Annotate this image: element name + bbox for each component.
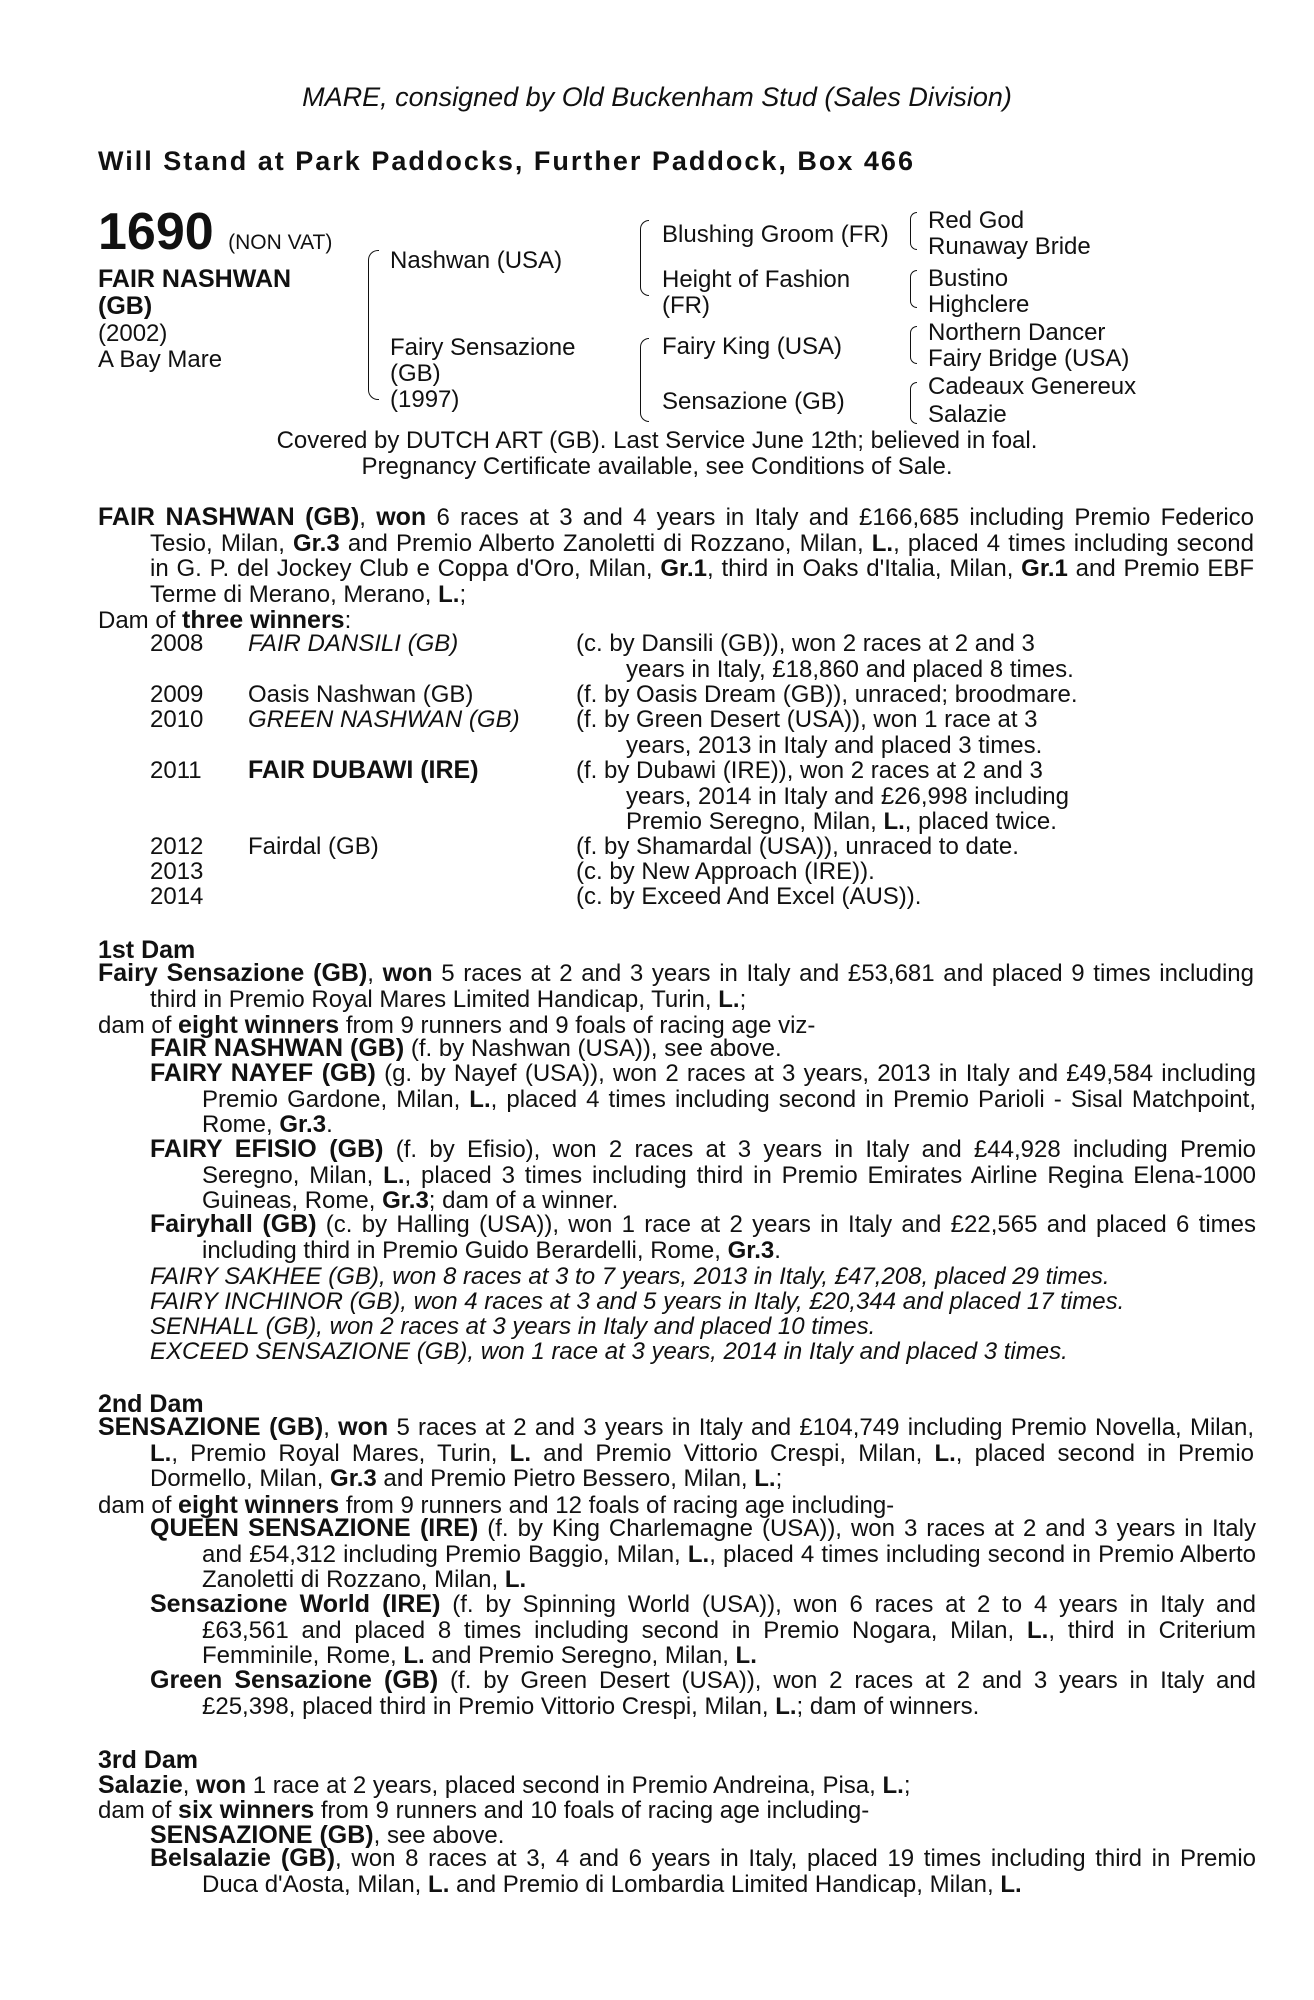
third-dam-heading: 3rd Dam (98, 1746, 199, 1774)
produce-detail-line: Premio Seregno, Milan, L., placed twice. (626, 808, 1057, 835)
first-dam-runner-1: FAIR NASHWAN (GB) (f. by Nashwan (USA)), see above. (150, 1034, 782, 1062)
foaling-year: (2002) (98, 320, 168, 347)
produce-details (576, 884, 921, 910)
produce-year: 2012 (150, 833, 204, 860)
pedigree-sire-dam-line2: (FR) (662, 292, 710, 319)
produce-year: 2011 (150, 757, 202, 784)
pedigree-dsd: Fairy Bridge (USA) (928, 345, 1130, 372)
produce-details (576, 707, 1042, 758)
lot-number-value: 1690 (98, 203, 214, 261)
second-dam-runner-3: Green Sensazione (GB) (f. by Green Desert (USA)), won 2 races at 2 and 3 years in Italy and £25,398, placed third in Premio Vittorio Crespi, Milan, L.; dam of winners. (150, 1666, 1256, 1720)
pedigree-sdd: Highclere (928, 291, 1030, 318)
produce-year: 2009 (150, 681, 204, 708)
third-dam-record: Salazie, won 1 race at 2 years, placed second in Premio Andreina, Pisa, L.; (98, 1771, 911, 1799)
produce-year: 2008 (150, 630, 204, 657)
produce-detail-line: (c. by Exceed And Excel (AUS)). (576, 883, 922, 910)
second-dam-produce-summary: dam of eight winners from 9 runners and 12 foals of racing age including- (98, 1491, 895, 1519)
pedigree-sire-sire: Blushing Groom (FR) (662, 221, 889, 248)
produce-name: GREEN NASHWAN (GB) (248, 706, 520, 733)
pedigree-dam-line3: (1997) (390, 386, 460, 413)
lot-number (98, 203, 333, 269)
horse-name-line1: FAIR NASHWAN (98, 265, 292, 293)
produce-detail-line: years, 2014 in Italy and £26,998 including (626, 782, 1069, 810)
pedigree-sss: Red God (928, 207, 1025, 234)
first-dam-runner-5: FAIRY SAKHEE (GB), won 8 races at 3 to 7 years, 2013 in Italy, £47,208, placed 29 times. (150, 1263, 1110, 1290)
gg-brace-1 (910, 212, 917, 250)
catalogue-heading: MARE, consigned by Old Buckenham Stud (Sales Division) (302, 82, 1012, 112)
produce-details (576, 859, 875, 885)
produce-detail-line: (f. by Shamardal (USA)), unraced to date. (576, 833, 1019, 860)
produce-name: FAIR DUBAWI (IRE) (248, 756, 479, 784)
third-dam-produce-summary: dam of six winners from 9 runners and 10 foals of racing age including- (98, 1796, 870, 1824)
pedigree-dam-sire: Fairy King (USA) (662, 333, 843, 360)
produce-details (576, 834, 1019, 860)
first-dam-produce-summary: dam of eight winners from 9 runners and 9 foals of racing age viz- (98, 1011, 816, 1039)
horse-name (98, 266, 291, 320)
sire-dam-brace (368, 250, 379, 400)
vat-status: (NON VAT) (228, 231, 333, 254)
produce-year: 2010 (150, 706, 204, 733)
pedigree-sds: Bustino (928, 265, 1009, 292)
first-dam-heading: 1st Dam (98, 936, 196, 964)
horse-name-line2: (GB) (98, 292, 153, 320)
horse-description: A Bay Mare (98, 346, 223, 373)
pedigree-dam-dam: Sensazione (GB) (662, 388, 845, 415)
produce-details (576, 758, 1069, 835)
second-dam-runner-2: Sensazione World (IRE) (f. by Spinning World (USA)), won 6 races at 2 to 4 years in Italy and £63,561 and placed 8 times including second in Premio Nogara, Milan, L., third in Criterium Femminile, Rome, L. and Premio Seregno, Milan, L. (150, 1590, 1257, 1669)
sire-parents-brace (640, 220, 649, 296)
pedigree-sire: Nashwan (USA) (390, 247, 563, 274)
gg-brace-2 (910, 270, 917, 308)
produce-detail-line: (f. by Dubawi (IRE)), won 2 races at 2 and 3 (576, 757, 1043, 784)
pedigree-sire-dam-line1: Height of Fashion (662, 266, 851, 293)
mare-name: FAIR NASHWAN (GB) (98, 503, 360, 531)
pedigree-ddd: Salazie (928, 401, 1007, 428)
first-dam-runner-4: Fairyhall (GB) (c. by Halling (USA)), won 1 race at 2 years in Italy and £22,565 and placed 6 times including third in Premio Guido Berardelli, Rome, Gr.3. (150, 1210, 1256, 1264)
produce-detail-line: years in Italy, £18,860 and placed 8 times. (626, 655, 1074, 683)
produce-year: 2013 (150, 858, 204, 885)
first-dam-record: Fairy Sensazione (GB), won 5 races at 2 and 3 years in Italy and £53,681 and placed 9 times including third in Premio Royal Mares Limited Handicap, Turin, L.; (98, 959, 1254, 1013)
second-dam-heading: 2nd Dam (98, 1390, 204, 1418)
gg-brace-3 (910, 326, 917, 364)
produce-year: 2014 (150, 883, 204, 910)
second-dam-record: SENSAZIONE (GB), won 5 races at 2 and 3 years in Italy and £104,749 including Premio Novella, Milan, L., Premio Royal Mares, Turin, L. and Premio Vittorio Crespi, Milan, L., placed second in Premio Dormello, Milan, Gr.3 and Premio Pietro Bessero, Milan, L.; (98, 1413, 1255, 1492)
dam-parents-brace (640, 338, 649, 422)
produce-name: FAIR DANSILI (GB) (248, 630, 459, 657)
produce-detail-line: (f. by Green Desert (USA)), won 1 race at 3 (576, 706, 1038, 733)
first-dam-runner-8: EXCEED SENSAZIONE (GB), won 1 race at 3 years, 2014 in Italy and placed 3 times. (150, 1338, 1068, 1365)
pedigree-dam-line1: Fairy Sensazione (390, 334, 576, 361)
pedigree-dam-line2: (GB) (390, 360, 441, 387)
covered-by: Covered by DUTCH ART (GB). Last Service June 12th; believed in foal. (276, 427, 1038, 454)
first-dam-runner-6: FAIRY INCHINOR (GB), won 4 races at 3 and 5 years in Italy, £20,344 and placed 17 times. (150, 1288, 1125, 1315)
pedigree-dds: Cadeaux Genereux (928, 373, 1137, 400)
pregnancy-certificate: Pregnancy Certificate available, see Conditions of Sale. (361, 453, 953, 480)
third-dam-runner-1: SENSAZIONE (GB), see above. (150, 1821, 505, 1849)
second-dam-runner-1: QUEEN SENSAZIONE (IRE) (f. by King Charlemagne (USA)), won 3 races at 2 and 3 years in Italy and £54,312 including Premio Baggio, Milan, L., placed 4 times including second in Premio Alberto Zanoletti di Rozzano, Milan, L. (150, 1514, 1256, 1593)
produce-details (576, 682, 1078, 708)
produce-detail-line: (c. by Dansili (GB)), won 2 races at 2 and 3 (576, 630, 1035, 657)
produce-name: Fairdal (GB) (248, 833, 379, 860)
first-dam-runner-7: SENHALL (GB), won 2 races at 3 years in Italy and placed 10 times. (150, 1313, 876, 1340)
first-dam-runner-3: FAIRY EFISIO (GB) (f. by Efisio), won 2 races at 3 years in Italy and £44,928 including Premio Seregno, Milan, L., placed 3 times including third in Premio Emirates Airline Regina Elena-1000 Guineas, Rome, Gr.3; dam of a winner. (150, 1135, 1257, 1214)
produce-detail-line: (c. by New Approach (IRE)). (576, 858, 875, 885)
mare-race-record: FAIR NASHWAN (GB), won 6 races at 3 and 4 years in Italy and £166,685 including Premio Federico Tesio, Milan, Gr.3 and Premio Alberto Zanoletti di Rozzano, Milan, L., placed 4 times including second in G. P. del Jockey Club e Coppa d'Oro, Milan, Gr.1, third in Oaks d'Italia, Milan, Gr.1 and Premio EBF Terme di Merano, Merano, L.; (98, 503, 1255, 608)
dam-of-winners: Dam of three winners: (98, 606, 352, 634)
produce-details (576, 631, 1074, 682)
stand-location: Will Stand at Park Paddocks, Further Paddock, Box 466 (98, 146, 915, 176)
third-dam-runner-2: Belsalazie (GB), won 8 races at 3, 4 and 6 years in Italy, placed 19 times including third in Premio Duca d'Aosta, Milan, L. and Premio di Lombardia Limited Handicap, Milan, L. (150, 1844, 1256, 1898)
pedigree-dss: Northern Dancer (928, 319, 1106, 346)
pedigree-ssd: Runaway Bride (928, 233, 1091, 260)
gg-brace-4 (910, 382, 917, 424)
produce-name: Oasis Nashwan (GB) (248, 681, 474, 708)
produce-detail-line: (f. by Oasis Dream (GB)), unraced; broodmare. (576, 681, 1078, 708)
first-dam-runner-2: FAIRY NAYEF (GB) (g. by Nayef (USA)), won 2 races at 3 years, 2013 in Italy and £49,584 including Premio Gardone, Milan, L., placed 4 times including second in Premio Parioli - Sisal Matchpoint, Rome, Gr.3. (150, 1059, 1257, 1138)
produce-detail-line: years, 2013 in Italy and placed 3 times. (626, 731, 1043, 759)
